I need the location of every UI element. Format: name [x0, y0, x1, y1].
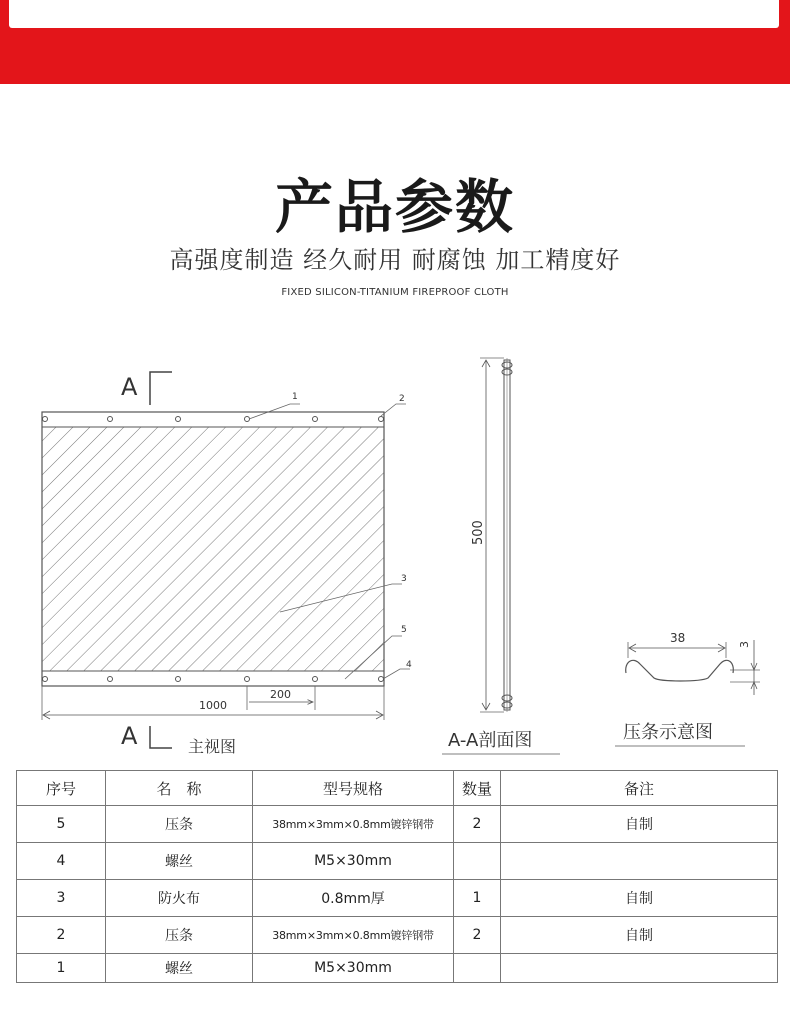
- cell-qty: 2: [454, 806, 501, 843]
- cell-name: 压条: [106, 917, 253, 954]
- table-row: [17, 917, 778, 954]
- cell-no: 5: [17, 806, 106, 843]
- dim-38: 38: [670, 631, 686, 645]
- header-no: 序号: [17, 771, 106, 806]
- main-view-label: 主视图: [188, 737, 237, 756]
- cell-qty: [454, 843, 501, 880]
- cell-note: [501, 843, 778, 880]
- cell-name: 螺丝: [106, 843, 253, 880]
- callout-3: 3: [401, 574, 407, 584]
- section-letter-top: A: [121, 373, 138, 401]
- main-view: [42, 392, 412, 720]
- screw-holes-top: [43, 417, 384, 422]
- parts-table: [16, 770, 778, 983]
- cell-qty: 1: [454, 880, 501, 917]
- callout-1: 1: [292, 392, 298, 402]
- header-qty: 数量: [454, 771, 501, 806]
- cell-note: 自制: [501, 880, 778, 917]
- cell-qty: [454, 954, 501, 983]
- cell-no: 3: [17, 880, 106, 917]
- callout-4: 4: [406, 660, 412, 670]
- banner-white-strip: [9, 0, 779, 28]
- section-letter-bottom: A: [121, 722, 138, 750]
- cell-model: M5×30mm: [253, 843, 454, 880]
- section-marker-bottom: [150, 726, 172, 748]
- strip-detail: [626, 631, 760, 695]
- table-row: [17, 954, 778, 983]
- strip-profile: [626, 660, 734, 681]
- cell-no: 1: [17, 954, 106, 983]
- top-strip: [42, 412, 384, 427]
- cell-model: M5×30mm: [253, 954, 454, 983]
- cell-model: 38mm×3mm×0.8mm镀锌钢带: [253, 917, 454, 954]
- section-view-label: A-A剖面图: [448, 730, 533, 751]
- cell-note: 自制: [501, 917, 778, 954]
- cell-note: 自制: [501, 806, 778, 843]
- cell-no: 4: [17, 843, 106, 880]
- hatched-cloth: [42, 427, 384, 671]
- header-name: 名 称: [106, 771, 253, 806]
- dim-1000: 1000: [199, 699, 227, 712]
- dim-200: 200: [270, 688, 291, 701]
- table-row: [17, 843, 778, 880]
- cell-name: 压条: [106, 806, 253, 843]
- strip-view-label: 压条示意图: [623, 722, 713, 743]
- screw-holes-bottom: [43, 677, 384, 682]
- section-marker-top: [150, 372, 172, 405]
- header-model: 型号规格: [253, 771, 454, 806]
- cell-no: 2: [17, 917, 106, 954]
- table-row: [17, 806, 778, 843]
- callout-5: 5: [401, 625, 407, 635]
- dim-500: 500: [471, 520, 486, 545]
- cell-name: 防火布: [106, 880, 253, 917]
- bottom-strip: [42, 671, 384, 686]
- cell-model: 0.8mm厚: [253, 880, 454, 917]
- cell-model: 38mm×3mm×0.8mm镀锌钢带: [253, 806, 454, 843]
- header-note: 备注: [501, 771, 778, 806]
- cell-note: [501, 954, 778, 983]
- table-header-row: [17, 771, 778, 806]
- section-view: [471, 358, 512, 712]
- callout-2: 2: [399, 394, 405, 404]
- cell-qty: 2: [454, 917, 501, 954]
- page-title: 产品参数: [274, 173, 515, 241]
- table-row: [17, 880, 778, 917]
- english-caption: FIXED SILICON-TITANIUM FIREPROOF CLOTH: [281, 287, 509, 298]
- top-banner: [0, 0, 790, 84]
- page-subtitle: 高强度制造 经久耐用 耐腐蚀 加工精度好: [169, 246, 621, 274]
- cell-name: 螺丝: [106, 954, 253, 983]
- dim-3: 3: [738, 641, 751, 648]
- technical-drawing: [0, 330, 790, 760]
